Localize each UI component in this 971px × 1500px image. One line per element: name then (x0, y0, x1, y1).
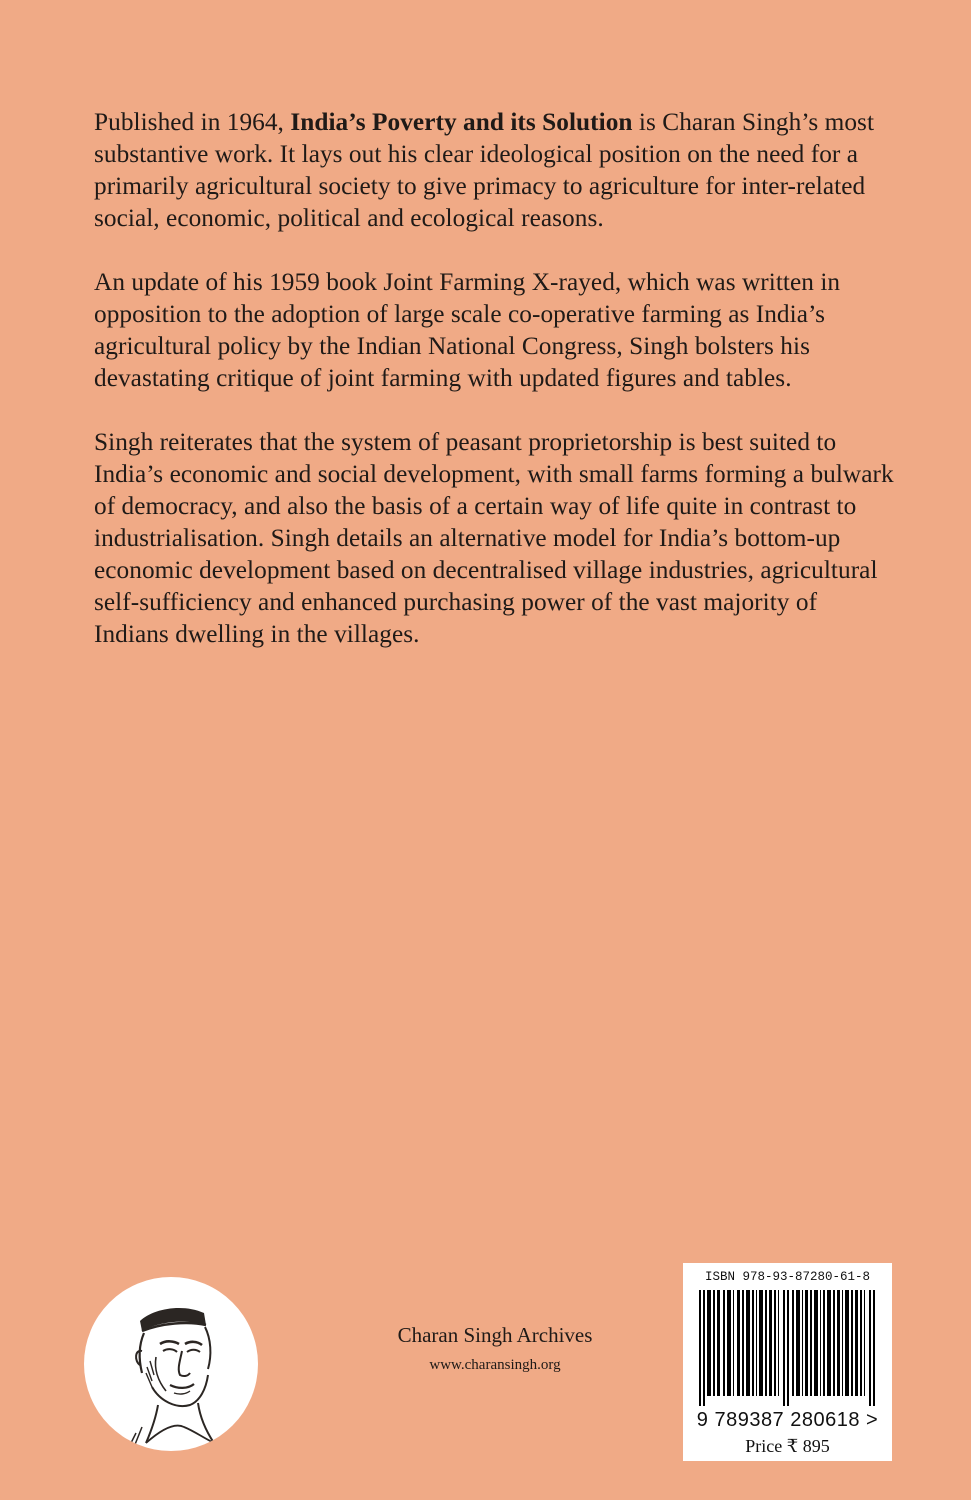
description-paragraph-3: Singh reiterates that the system of peasant proprietorship is best suited to India’s economic and social development, with small farms forming a bulwark of democracy, and also the basis of a certain way of life quite in contrast to industrialisation. Singh details an alternative model for India’s bottom-up economic development based on decentralised village industries, agricultural self-sufficiency and enhanced purchasing power of the vast majority of Indians dwelling in the villages. (94, 428, 894, 648)
barcode (697, 1290, 878, 1406)
publisher-logo (84, 1277, 258, 1451)
intro-text: Published in 1964, (94, 108, 291, 136)
intro-continuation: is Charan Singh’s most substantive work. It lays out his clear ideological position on the need for a primarily agricultural society to give primacy to agriculture for inter-related social, economic, political and ecological reasons. (94, 108, 875, 232)
book-title: India’s Poverty and its Solution (290, 108, 633, 136)
price-label: Price ₹ 895 (745, 1436, 830, 1456)
description-paragraph-1 (94, 106, 894, 234)
barcode-digits: 9 789387 280618 > (696, 1409, 879, 1431)
barcode-icon (697, 1290, 878, 1406)
isbn-barcode-label (683, 1263, 892, 1461)
publisher-info (330, 1321, 660, 1375)
publisher-name: Charan Singh Archives (397, 1323, 593, 1347)
book-description (94, 106, 894, 650)
description-paragraph-2: An update of his 1959 book Joint Farming X-rayed, which was written in opposition to the adoption of large scale co-operative farming as India’s agricultural policy by the Indian National Congress, Singh bolsters his devastating critique of joint farming with updated figures and tables. (94, 268, 841, 392)
publisher-url[interactable]: www.charansingh.org (429, 1357, 561, 1373)
portrait-sketch-icon (84, 1277, 258, 1451)
isbn-number: ISBN 978-93-87280-61-8 (704, 1270, 871, 1284)
